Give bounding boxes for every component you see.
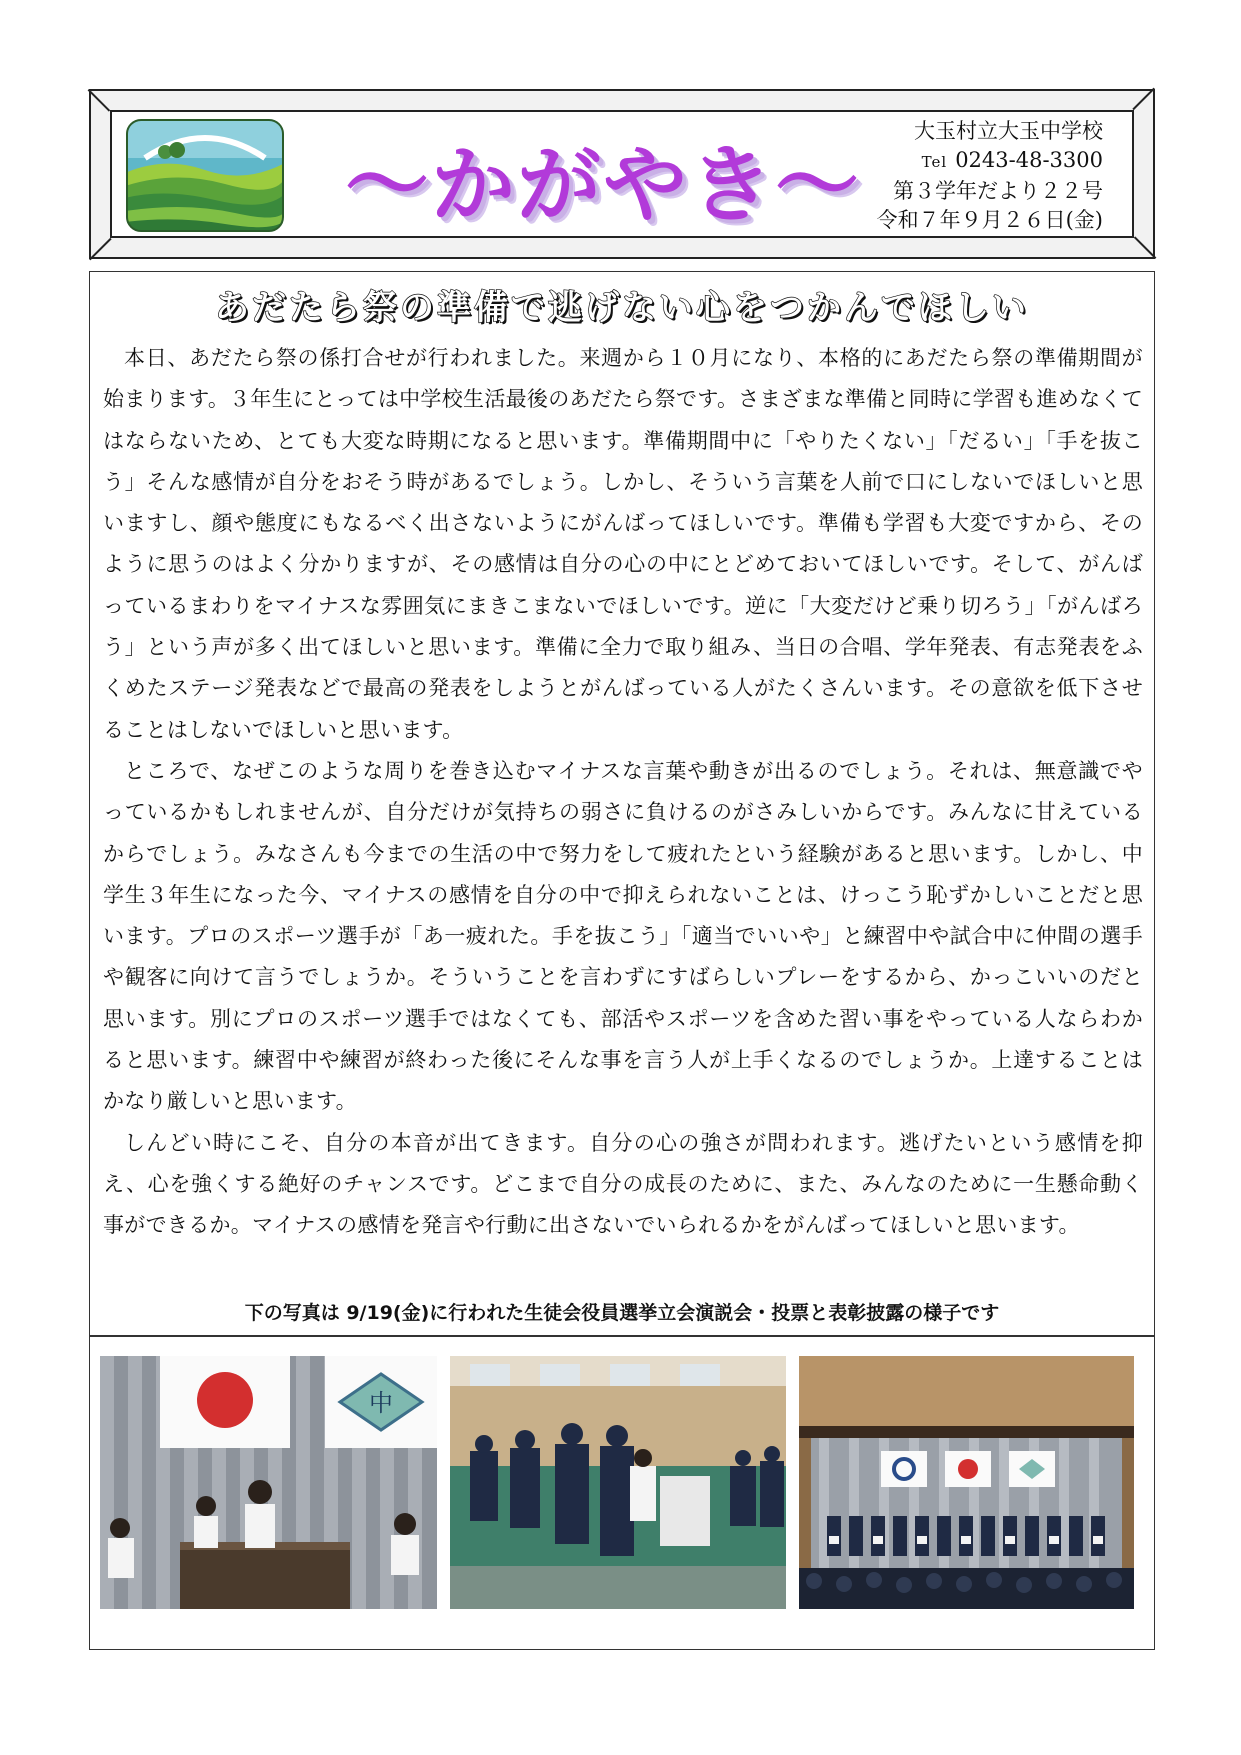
article-paragraph: しんどい時にこそ、自分の本音が出てきます。自分の心の強さが問われます。逃げたいという感情を抑え、心を強くする絶好のチャンスです。どこまで自分の成長のために、また、みんなのために一生懸命動く事ができるか。マイナスの感情を発言や行動に出さないでいられるかをがんばってほしいと思います。 <box>103 1130 1143 1238</box>
photo-divider <box>89 1335 1155 1337</box>
tel-number: 0243-48-3300 <box>955 148 1103 172</box>
article-paragraph: 本日、あだたら祭の係打合せが行われました。来週から１０月になり、本格的にあだたら祭の準備期間が始まります。３年生にとっては中学校生活最後のあだたら祭です。さまざまな準備と同時に学習も進めなくてはならないため、とても大変な時期になると思います。準備期間中に「やりたくない」「だるい」「手を抜こう」そんな感情が自分をおそう時があるでしょう。しかし、そういう言葉を人前で口にしないでほしいと思いますし、顔や態度にもなるべく出さないようにがんばってほしいです。準備も学習も大変ですから、そのように思うのはよく分かりますが、その感情は自分の心の中にとどめておいてほしいです。そして、がんばっているまわりをマイナスな雰囲気にまきこまないでほしいです。逆に「大変だけど乗り切ろう」「がんばろう」という声が多く出てほしいと思います。準備に全力で取り組み、当日の合唱、学年発表、有志発表をふくめたステージ発表などで最高の発表をしようとがんばっている人がたくさんいます。その意欲を低下させることはしないでほしいと思います。 <box>103 346 1144 742</box>
flag-sun <box>197 1372 253 1428</box>
photo-award-ceremony <box>799 1356 1134 1609</box>
masthead-title: 〜かがやき〜 <box>345 136 862 234</box>
article-paragraph: ところで、なぜこのような周りを巻き込むマイナスな言葉や動きが出るのでしょう。それは、無意識でやっているかもしれませんが、自分だけが気持ちの弱さに負けるのがさみしいからです。みんなに甘えているからでしょう。みなさんも今までの生活の中で努力をして疲れたという経験があると思います。しかし、中学生３年生になった今、マイナスの感情を自分の中で抑えられないことは、けっこう恥ずかしいことだと思います。プロのスポーツ選手が「あ一疲れた。手を抜こう」「適当でいいや」と練習中や試合中に仲間の選手や観客に向けて言うでしょうか。そういうことを言わずにすばらしいプレーをするから、かっこいいのだと思います。別にプロのスポーツ選手ではなくても、部活やスポーツを含めた習い事をやっている人ならわかると思います。練習中や練習が終わった後にそんな事を言う人が上手くなるのでしょうか。上達することはかなり厳しいと思います。 <box>103 758 1143 1114</box>
tel-label: Tel <box>921 153 948 171</box>
svg-text:中: 中 <box>369 1389 393 1417</box>
issue-date: 令和７年９月２６日(金) <box>876 208 1103 232</box>
photo-caption: 下の写真は 9/19(金)に行われた生徒会役員選挙立会演説会・投票と表彰披露の様子です <box>244 1302 1000 1324</box>
article-headline: あだたら祭の準備で逃げない心をつかんでほしい <box>215 288 1029 328</box>
school-phone <box>877 146 1103 177</box>
article-body <box>103 338 1143 1247</box>
school-name: 大玉村立大玉中学校 <box>914 119 1103 143</box>
newsletter-issue: 第３学年だより２２号 <box>893 179 1103 203</box>
school-info <box>877 117 1103 235</box>
photo-gymnasium-voting <box>450 1356 786 1609</box>
photo-speech-stage <box>100 1356 437 1609</box>
landscape-hills-rainbow-icon <box>125 118 285 233</box>
